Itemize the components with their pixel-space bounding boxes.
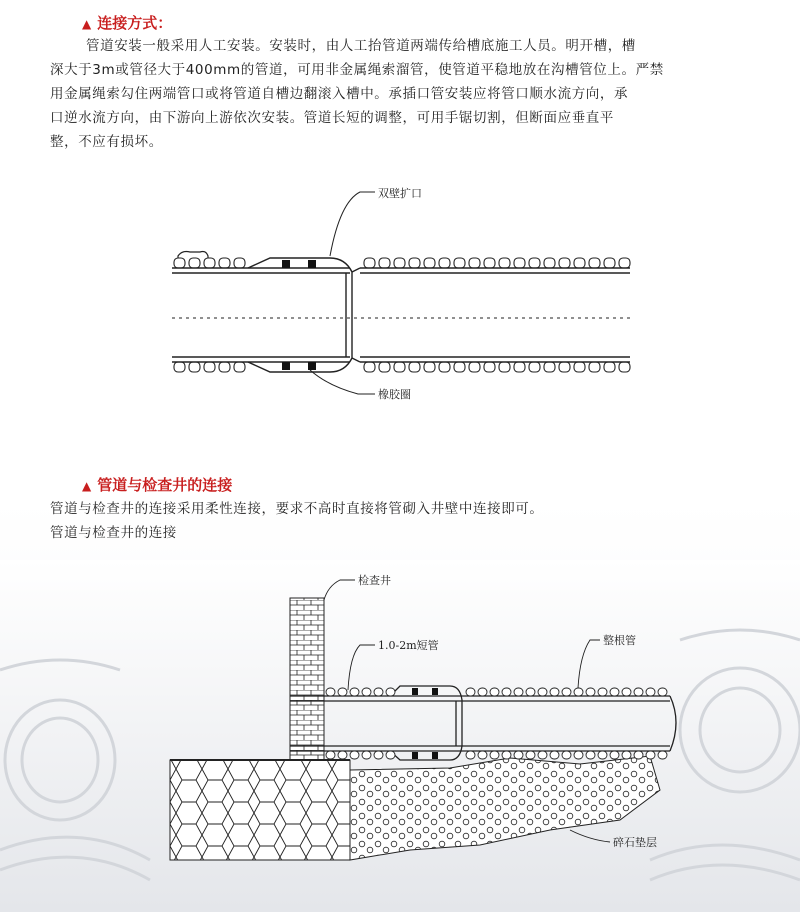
corrugation-rib [439,362,450,372]
corrugation-rib [478,688,487,696]
corrugation-rib [598,688,607,696]
corrugation-rib [574,362,585,372]
corrugation-rib [604,362,615,372]
corrugation-rib [478,751,487,759]
corrugation-rib [502,688,511,696]
section-title-manhole-connection [82,474,232,495]
corrugation-rib [234,362,245,372]
label-manhole: 检查井 [358,574,391,587]
corrugation-rib [364,258,375,268]
corrugation-rib [466,688,475,696]
section-title-text: 连接方式： [97,14,173,32]
corrugation-rib [350,688,359,696]
corrugation-rib [379,362,390,372]
label-whole-pipe: 整根管 [603,634,636,647]
section-title-connection-method [82,12,172,33]
corrugation-rib [338,751,347,759]
corrugation-rib [646,751,655,759]
corrugation-rib [604,258,615,268]
corrugation-rib [394,258,405,268]
corrugation-rib [514,751,523,759]
corrugation-rib [362,688,371,696]
corrugation-rib [544,258,555,268]
corrugation-rib [574,688,583,696]
corrugation-rib [586,688,595,696]
corrugation-rib [529,362,540,372]
corrugation-rib [559,362,570,372]
corrugation-rib [598,751,607,759]
corrugation-rib [219,362,230,372]
corrugation-rib [484,362,495,372]
foundation-hex-fill [170,760,350,860]
corrugation-rib [379,258,390,268]
corrugation-rib [454,258,465,268]
corrugation-rib [622,751,631,759]
corrugation-rib [514,258,525,268]
corrugation-rib [610,751,619,759]
corrugation-rib [326,751,335,759]
corrugation-rib [174,258,185,268]
corrugation-rib [189,362,200,372]
corrugation-rib [204,362,215,372]
corrugation-rib [562,688,571,696]
corrugation-rib [589,258,600,268]
corrugation-rib [550,688,559,696]
corrugation-rib [490,751,499,759]
label-short-pipe: 1.0-2m短管 [378,639,439,652]
corrugation-rib [634,688,643,696]
corrugation-rib [469,362,480,372]
paragraph-line: 深大于3m或管径大于400mm的管道，可用非金属绳索溜管，使管道平稳地放在沟槽管位上。严禁 [50,62,664,78]
corrugation-rib [409,258,420,268]
corrugation-rib [514,362,525,372]
corrugation-rib [326,688,335,696]
corrugation-rib [514,688,523,696]
corrugation-rib [424,258,435,268]
corrugation-rib [219,258,230,268]
corrugation-rib [634,751,643,759]
corrugation-rib [174,362,185,372]
corrugation-rib [658,688,667,696]
corrugation-rib [586,751,595,759]
corrugation-rib [338,688,347,696]
corrugation-rib [204,258,215,268]
corrugation-rib [466,751,475,759]
rubber-ring-marks [282,260,316,370]
corrugation-rib [526,751,535,759]
corrugation-rib [409,362,420,372]
corrugation-rib [619,362,630,372]
corrugation-rib [364,362,375,372]
corrugation-rib [374,688,383,696]
paragraph-line: 口逆水流方向，由下游向上游依次安装。管道长短的调整，可用手锯切割，但断面应垂直平 [50,110,614,126]
corrugation-rib [386,751,395,759]
paragraph-line: 管道与检查井的连接采用柔性连接，要求不高时直接将管砌入井壁中连接即可。 [50,501,544,517]
corrugation-rib [424,362,435,372]
corrugation-rib [562,751,571,759]
corrugation-rib [574,751,583,759]
corrugation-rib [439,258,450,268]
corrugation-rib [622,688,631,696]
corrugation-rib [469,258,480,268]
corrugation-rib [589,362,600,372]
corrugation-rib [538,751,547,759]
corrugation-rib [394,362,405,372]
label-double-wall-flare: 双壁扩口 [378,187,422,200]
corrugation-rib [538,688,547,696]
corrugation-rib [574,258,585,268]
triangle-bullet-icon: ▲ [82,17,92,31]
corrugation-rib [526,688,535,696]
corrugation-rib [499,362,510,372]
corrugation-rib [386,688,395,696]
paragraph-line: 管道安装一般采用人工安装。安装时，由人工抬管道两端传给槽底施工人员。明开槽，槽 [86,38,636,54]
corrugation-rib [619,258,630,268]
socket-joint-diagram [160,172,650,412]
paragraph-line: 整，不应有损坏。 [50,134,163,150]
corrugation-rib [189,258,200,268]
corrugation-rib [350,751,359,759]
label-rubber-ring: 橡胶圈 [378,388,411,401]
manhole-connection-diagram [150,560,710,880]
corrugation-rib [362,751,371,759]
corrugation-rib [484,258,495,268]
corrugation-rib [234,258,245,268]
corrugation-rib [454,362,465,372]
section-title-text: 管道与检查井的连接 [97,476,233,494]
figure-caption: 管道与检查井的连接 [50,525,177,541]
corrugation-rib [646,688,655,696]
corrugation-rib [658,751,667,759]
corrugation-rib [550,751,559,759]
corrugation-rib [544,362,555,372]
gasket-marks [412,688,438,759]
paragraph-line: 用金属绳索勾住两端管口或将管道自槽边翻滚入槽中。承插口管安装应将管口顺水流方向，承 [50,86,629,102]
connection-method-paragraph [50,34,790,154]
corrugation-rib [559,258,570,268]
corrugation-rib [374,751,383,759]
triangle-bullet-icon: ▲ [82,479,92,493]
corrugation-rib [610,688,619,696]
corrugation-rib [529,258,540,268]
corrugation-rib [490,688,499,696]
corrugation-rib [499,258,510,268]
manhole-connection-paragraph [50,497,790,545]
corrugation-rib [502,751,511,759]
label-gravel-bed: 碎石垫层 [613,836,657,849]
